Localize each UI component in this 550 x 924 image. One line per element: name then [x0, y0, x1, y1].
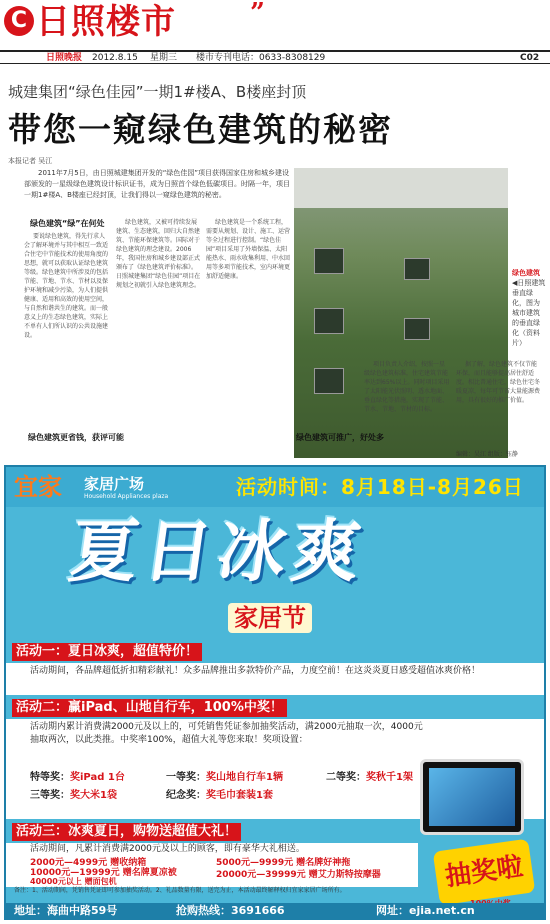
- ad-brand-logo: 宜家: [14, 473, 62, 501]
- advertisement: [4, 465, 546, 920]
- paper-name: 日照晚报: [46, 53, 83, 63]
- article-column-1: 要说绿色建筑，得先行求人会了解环境并与其中相互一致适合住宅中节能技术的使用角度的思想，就可以获取认证绿色建筑等级。绿色建筑中所涉及的包括节能、节地、节水、节材以及保护环境和减少污染，为人们提供健康、适用和高效的使用空间，与自然和谐共生的建筑。而一般意义上的生态绿色建筑，实际上不单有人们所认识的公共设施建设。: [24, 233, 109, 339]
- section-logo: C: [4, 6, 34, 36]
- masthead: [0, 0, 550, 48]
- ipad-image: [420, 759, 524, 835]
- editor-credit: 编辑：吴江 组版：钰静: [456, 451, 518, 458]
- ad-address: 地址：海曲中路59号: [14, 904, 118, 917]
- window-3: [314, 368, 344, 394]
- window-5: [404, 318, 430, 340]
- article-column-2: 绿色建筑，又被可持续发展建筑、生态建筑，回归大自然建筑、节能环保建筑等。国际对于绿色建筑的理念建设。2006年，我国住房和城乡建设部正式颁布了《绿色建筑评价标准》。日照城建集团“绿色佳园”项目在规划之初就引入绿色建筑理念。: [116, 219, 201, 289]
- quote-mark-icon: ”: [250, 0, 265, 28]
- article-byline: 本报记者 吴江: [8, 157, 53, 165]
- subheading-2: 绿色建筑更省钱，获评可能: [28, 433, 124, 442]
- prize-memorial: 纪念奖：奖毛巾套装1套: [166, 790, 273, 801]
- article-column-4: 项目负责人介绍，按照一星级绿色建筑标准，住宅建筑节能率达到65%以上。同时项目采用了太阳能光伏照明、透水地面、垂直绿化等措施，实现了节能、节水、节地、节材的目标。: [364, 361, 450, 413]
- ad-brand-english: Household Appliances plaza: [84, 493, 169, 500]
- ad-note: 备注：1、活动期间，凭销售凭证即可参加抽奖活动。2、礼品数量有限，送完为止，本活动最终解释权归宜家家居广场所有。: [14, 887, 346, 894]
- window-2: [314, 308, 344, 334]
- prize-third: 三等奖：奖大米1袋: [30, 790, 117, 801]
- window-1: [314, 248, 344, 274]
- prize-special: 特等奖：奖iPad 1台: [30, 772, 125, 783]
- ad-brand-name: 家居广场: [84, 475, 145, 493]
- activity-3-band: [6, 843, 418, 887]
- activity-2-text: 活动期内累计消费满2000元及以上的，可凭销售凭证参加抽奖活动，满2000元抽取一次，4000元抽取两次，以此类推。中奖率100%，超值大礼等您来取！奖项设置：: [30, 722, 423, 745]
- page-number: C02: [520, 53, 540, 63]
- subheading-1: 绿色建筑“绿”在何处: [30, 219, 105, 228]
- gift-tier-2: 10000元—19999元 赠名牌夏凉被: [30, 868, 177, 878]
- gift-tier-5: 20000元—39999元 赠艾力斯特按摩器: [216, 870, 381, 880]
- lottery-badge: 抽奖啦: [433, 839, 536, 906]
- activity-1-text: 活动期间，各品牌超低折扣精彩献礼！众多品牌推出多款特价产品，力度空前！在这炎炎夏日感受超值冰爽价格！: [30, 666, 481, 676]
- prize-second: 二等奖：奖秋千1架: [326, 772, 413, 783]
- ad-footer: [6, 903, 544, 918]
- hotline: 楼市专刊电话：0633-8308129: [196, 53, 326, 63]
- photo-caption: 绿色建筑 ◀日照建筑垂直绿化，图为城市建筑的垂直绿化（资料片）: [512, 269, 546, 347]
- window-4: [404, 258, 430, 280]
- ad-main-title: 夏日冰爽: [64, 513, 372, 592]
- gift-tier-4: 5000元—9999元 赠名牌好神拖: [216, 858, 351, 868]
- subheading-3: 绿色建筑可推广，好处多: [296, 433, 384, 442]
- ad-hotline: 抢购热线：3691666: [176, 904, 285, 917]
- article-column-5: 据了解，绿色建筑不仅节能环保，而且能够提高居住舒适度。相比普通住宅，绿色住宅冬暖夏凉，每年可节省大量能源费用，具有很好的推广价值。: [456, 361, 541, 404]
- article-kicker: 城建集团“绿色佳园”一期1#楼A、B楼座封顶: [8, 83, 307, 101]
- ad-event-dates: 活动时间：8月18日-8月26日: [236, 475, 524, 499]
- prize-first: 一等奖：奖山地自行车1辆: [166, 772, 283, 783]
- weekday: 星期三: [150, 53, 178, 63]
- issue-date: 2012.8.15: [92, 53, 138, 63]
- article-lead: 2011年7月5日，由日照城建集团开发的“绿色佳园”项目获得国家住房和城乡建设部颁发的一星级绿色建筑设计标识证书，成为日照首个绿色低碳项目。时隔一年，项目一期1#楼A、B楼座已经封顶，让我们得以一窥绿色建筑的秘密。: [24, 169, 290, 199]
- article-headline: 带您一窥绿色建筑的秘密: [8, 110, 393, 149]
- ad-header: [6, 467, 544, 507]
- activity-1-band: [6, 663, 544, 695]
- gift-tier-1: 2000元—4999元 赠收纳箱: [30, 858, 147, 868]
- activity-3-title: 活动三：冰爽夏日，购物送超值大礼！: [12, 823, 241, 841]
- ad-subtitle: 家居节: [228, 603, 312, 633]
- meta-bar: [0, 50, 550, 64]
- ad-website: 网址：ejia.net.cn: [376, 904, 475, 917]
- section-title: 日照楼市: [36, 2, 176, 42]
- gift-tier-3: 40000元以上 赠面包机: [30, 877, 117, 886]
- activity-3-text: 活动期间，凡累计消费满2000元及以上的顾客，即有豪华大礼相送。: [30, 844, 305, 854]
- activity-1-title: 活动一：夏日冰爽，超值特价！: [12, 643, 202, 661]
- activity-2-title: 活动二：赢iPad、山地自行车，100%中奖！: [12, 699, 287, 717]
- article-column-3: 绿色建筑是一个系统工程，需要从规划、设计、施工、运营等全过程进行控制。“绿色佳园”项目采用了外墙保温、太阳能热水、雨水收集利用、中水回用等多项节能技术，室内环境更加舒适健康。: [206, 219, 291, 280]
